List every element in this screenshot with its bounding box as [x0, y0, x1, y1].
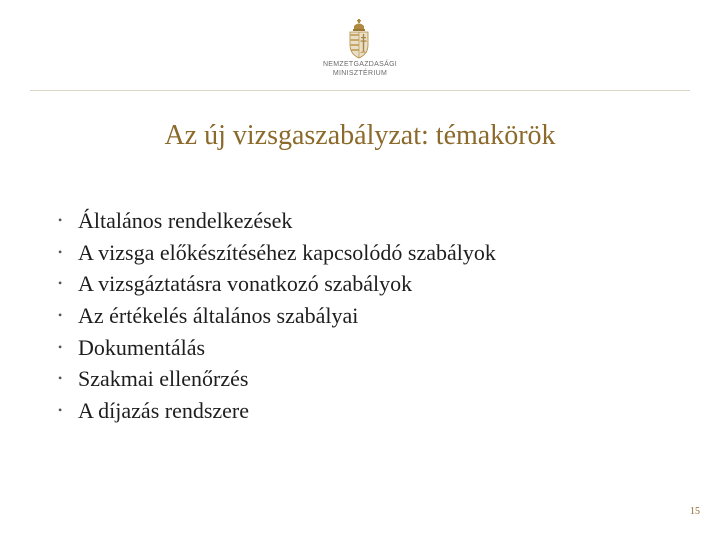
- list-item-text: A díjazás rendszere: [78, 398, 250, 424]
- list-item: [56, 332, 496, 364]
- ministry-name-line1: NEMZETGAZDASÁGI: [322, 61, 398, 68]
- header-divider: [30, 90, 690, 91]
- list-item-text: Az értékelés általános szabályai: [78, 303, 359, 329]
- bullet-icon: •: [58, 371, 63, 386]
- coat-of-arms-icon: [345, 18, 373, 60]
- list-item: [56, 237, 496, 269]
- list-item-text: Dokumentálás: [78, 334, 206, 360]
- bullet-icon: •: [58, 308, 63, 323]
- ministry-name-line2: MINISZTÉRIUM: [332, 70, 388, 77]
- slide-title: Az új vizsgaszabályzat: témakörök: [164, 120, 556, 151]
- list-item-text: Szakmai ellenőrzés: [78, 366, 249, 392]
- bullet-icon: •: [58, 339, 63, 354]
- bullet-icon: •: [58, 244, 63, 259]
- header: [0, 0, 720, 92]
- page-number: 15: [690, 506, 700, 517]
- list-item-text: A vizsgáztatásra vonatkozó szabályok: [78, 271, 413, 297]
- bullet-icon: •: [58, 403, 63, 418]
- list-item: [56, 395, 496, 427]
- list-item-text: Általános rendelkezések: [78, 208, 293, 233]
- bullet-icon: •: [58, 213, 63, 227]
- list-item: [56, 268, 496, 300]
- bullet-icon: •: [58, 276, 63, 291]
- ministry-name: [290, 60, 430, 78]
- list-item: [56, 300, 496, 332]
- list-item: [56, 205, 496, 237]
- list-item: [56, 363, 496, 395]
- list-item-text: A vizsga előkészítéséhez kapcsolódó szabályok: [78, 239, 496, 265]
- topic-list: [56, 205, 496, 427]
